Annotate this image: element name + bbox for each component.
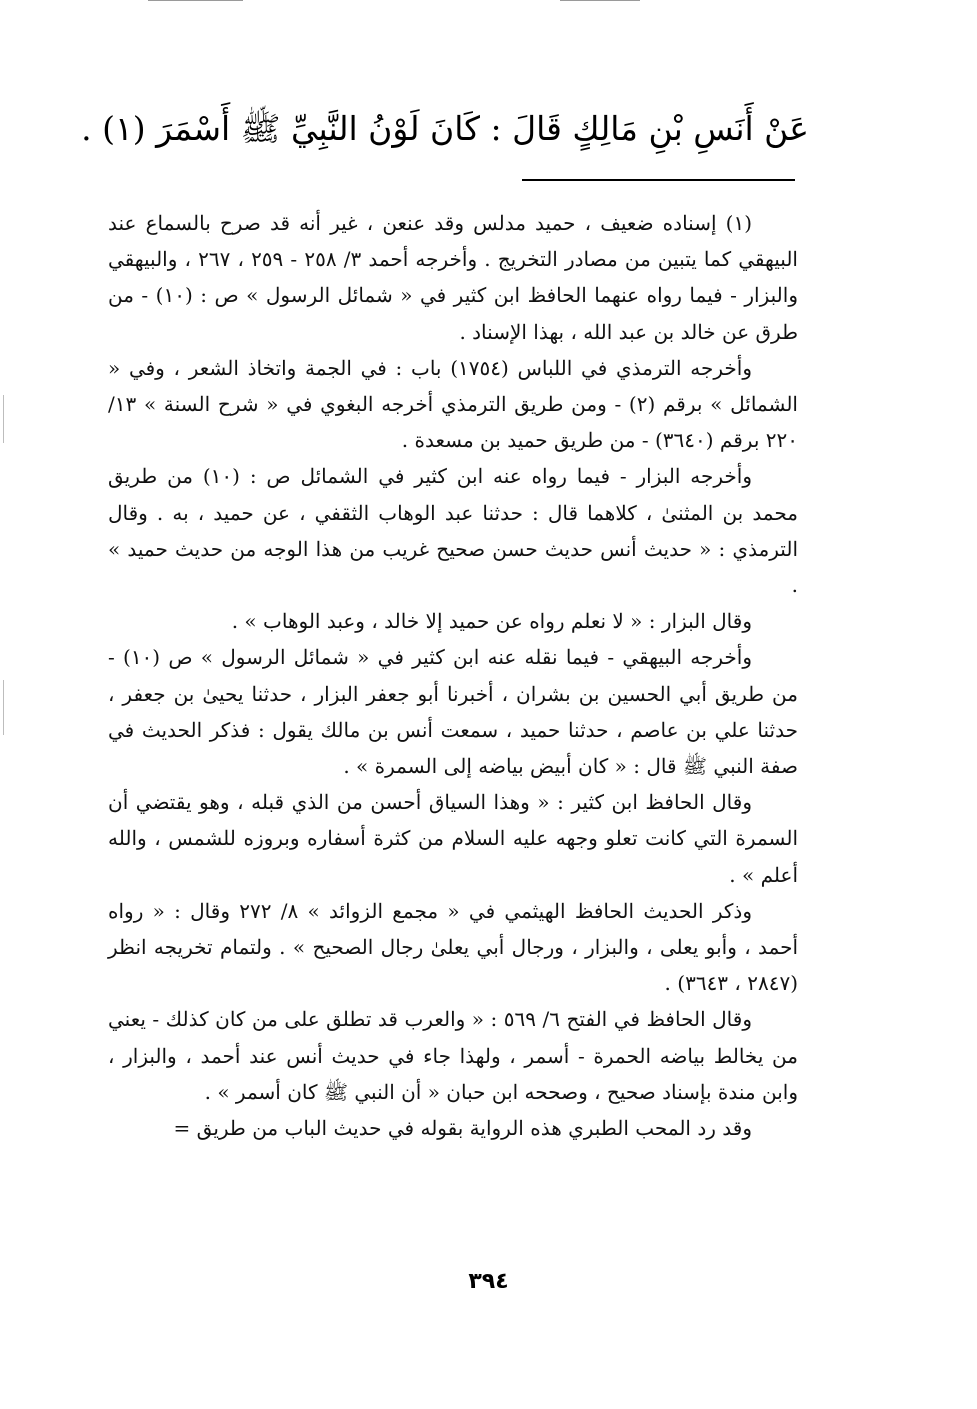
footnote-paragraph: وقد رد المحب الطبري هذه الرواية بقوله في حديث الباب من طريق = [173,1116,752,1141]
footnote-paragraph: (١) إسناده ضعيف ، حميد مدلس وقد عنعن ، غير أنه قد صرح بالسماع عند البيهقي كما يتبين من مصادر التخريج . وأخرجه أحمد ٣/ ٢٥٨ - ٢٥٩ ، ٢٦٧ ، والبيهقي والبزار - فيما رواه عنهما الحافظ ابن كثير في « شمائل الرسول » ص : (١٠) - من طرق عن خالد بن عبد الله ، بهذا الإسناد . [108,211,798,344]
footnote-paragraph: وقال الحافظ في الفتح ٦/ ٥٦٩ : « والعرب قد تطلق على من كان كذلك - يعني من يخالط بياضه الحمرة - أسمر ، ولهذا جاء في حديث أنس عند أحمد ، والبزار ، وابن مندة بإسناد صحيح ، وصححه ابن حبان « أن النبي ﷺ كان أسمر » . [108,1007,798,1104]
left-margin-mark [3,680,4,735]
footnote-paragraph: وأخرجه البزار - فيما رواه عنه ابن كثير في الشمائل ص : (١٠) من طريق محمد بن المثنىٰ ، كلاهما قال : حدثنا عبد الوهاب الثقفي ، عن حميد ، به . وقال الترمذي : « حديث أنس حديث حسن صحيح غريب من هذا الوجه من حديث حميد » . [108,464,798,598]
footnote-paragraph: وأخرجه الترمذي في اللباس (١٧٥٤) باب : في الجمة واتخاذ الشعر ، وفي « الشمائل » برقم (٢) - ومن طريق الترمذي أخرجه البغوي في « شرح السنة » ١٣/ ٢٢٠ برقم (٣٦٤٠) - من طريق حميد بن مسعدة . [108,355,798,453]
footnote-body [108,205,798,1146]
footnote-paragraph: وذكر الحديث الحافظ الهيثمي في « مجمع الزوائد » ٨/ ٢٧٢ وقال : « رواه أحمد ، وأبو يعلى ، والبزار ، ورجال أبي يعلىٰ رجال الصحيح » . ولتمام تخريجه انظر (٢٨٤٧ ، ٣٦٤٣) . [108,898,798,996]
footnote-paragraph: وأخرجه البيهقي - فيما نقله عنه ابن كثير في « شمائل الرسول » ص (١٠) - من طريق أبي الحسين بن بشران ، أخبرنا أبو جعفر البزار ، حدثنا يحيىٰ بن جعفر ، حدثنا علي بن عاصم ، حدثنا حميد ، سمعت أنس بن مالك يقول : فذكر الحديث في صفة النبي ﷺ قال : « كان أبيض بياضه إلى السمرة » . [108,645,798,779]
page-number: ٣٩٤ [468,1269,509,1294]
top-scan-rule-left [148,0,243,1]
footnote-paragraph: وقال الحافظ ابن كثير : « وهذا السياق أحسن من الذي قبله ، وهو يقتضي أن السمرة التي كانت تعلو وجهه عليه السلام من كثرة أسفاره وبروزه للشمس ، والله أعلم » . [108,790,798,887]
top-scan-rule-right [560,0,640,1]
hadith-text: عَنْ أَنَسِ بْنِ مَالِكٍ قَالَ : كَانَ لَوْنُ النَّبِيِّ ﷺ أَسْمَرَ (١) . [81,109,809,148]
left-margin-mark [3,395,4,443]
footnote-separator [522,179,795,181]
footnote-paragraph: وقال البزار : « لا نعلم رواه عن حميد إلا خالد ، وعبد الوهاب » . [231,609,752,634]
